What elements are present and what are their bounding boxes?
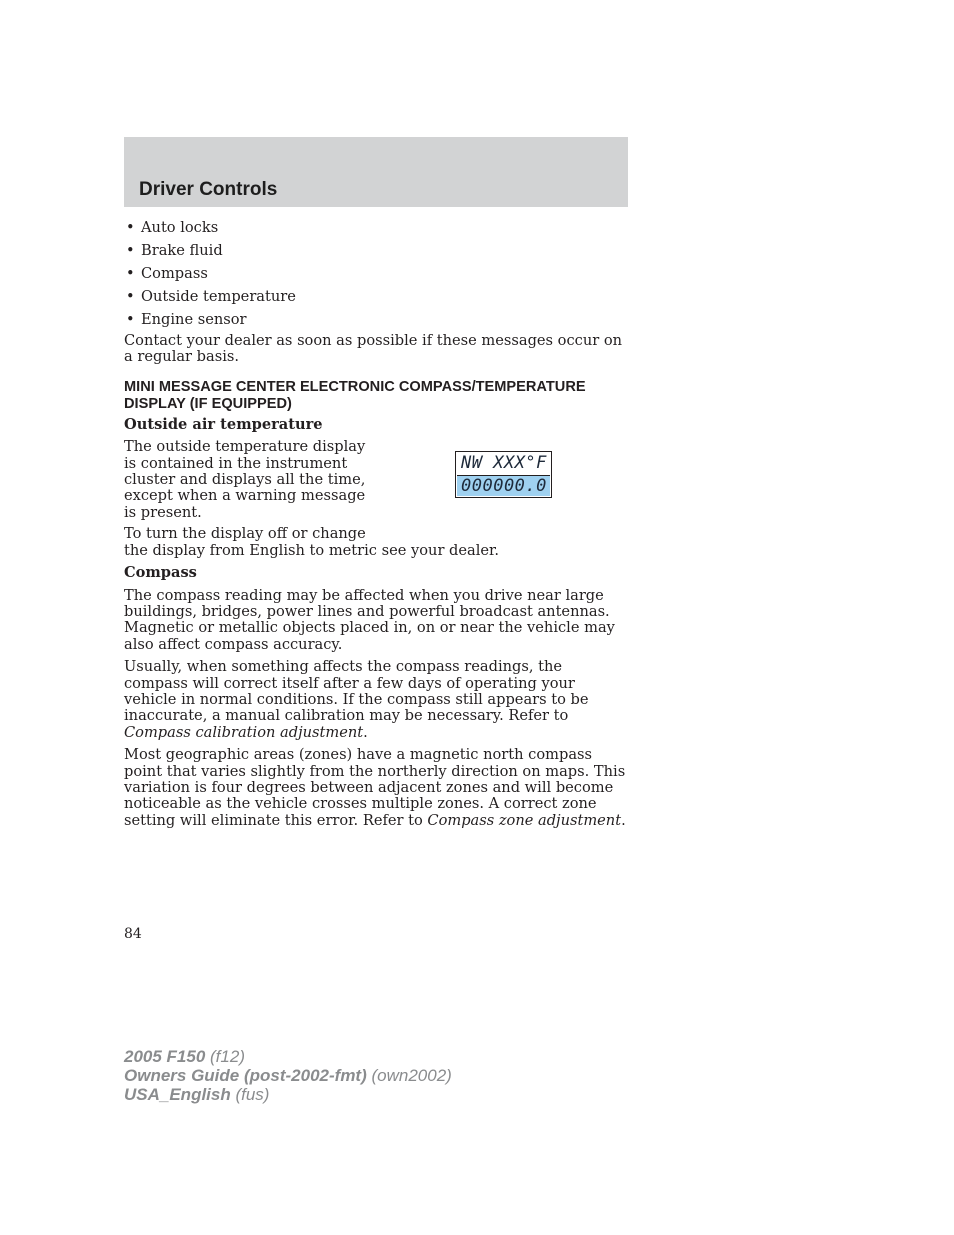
- main-content: [124, 220, 629, 835]
- footer-guide-code: (own2002): [366, 1066, 452, 1085]
- compass-paragraph-3-end: .: [621, 811, 626, 829]
- compass-paragraph-2: [124, 659, 629, 741]
- display-change-line1: To turn the display off or change: [124, 525, 366, 543]
- page-number: 84: [124, 926, 142, 942]
- bullet-icon: •: [126, 219, 135, 236]
- section-heading: MINI MESSAGE CENTER ELECTRONIC COMPASS/TEMPERATURE DISPLAY (IF EQUIPPED): [124, 378, 586, 412]
- list-item: [124, 312, 629, 328]
- page-title: Driver Controls: [139, 179, 278, 200]
- list-item-label: Compass: [141, 264, 208, 282]
- display-odometer-readout: 000000.0: [457, 475, 550, 496]
- list-item: [124, 220, 629, 236]
- compass-calibration-reference: Compass calibration adjustment: [124, 723, 364, 741]
- list-item-label: Brake fluid: [141, 241, 223, 259]
- outside-air-heading: Outside air temperature: [124, 415, 323, 433]
- contact-dealer-text: Contact your dealer as soon as possible if these messages occur on a regular basis.: [124, 332, 623, 366]
- compass-paragraph-2-text: Usually, when something affects the compass readings, the compass will correct itself after a few days of operating your vehicle in normal conditions. If the compass still appears to be inaccurate, a manual calibration may be necessary. Refer to: [124, 658, 589, 725]
- display-compass-temperature-readout: NW XXX°F: [457, 453, 550, 474]
- bullet-icon: •: [126, 241, 135, 259]
- list-item-label: Engine sensor: [141, 310, 247, 328]
- outside-air-description: The outside temperature display is contained in the instrument cluster and displays all the time, except when a warning message is present.: [124, 438, 366, 521]
- bullet-icon: •: [126, 287, 135, 305]
- compass-temperature-display-illustration: [455, 451, 552, 498]
- document-footer: [124, 1047, 452, 1104]
- display-change-text: [124, 526, 629, 559]
- bullet-icon: •: [126, 264, 135, 282]
- section-header-band: [124, 137, 628, 207]
- footer-line-2: [124, 1066, 452, 1085]
- footer-model: 2005 F150: [124, 1047, 206, 1066]
- compass-paragraph-2-end: .: [363, 723, 368, 741]
- compass-paragraph-3: [124, 747, 629, 829]
- display-change-line2: the display from English to metric see your dealer.: [124, 541, 500, 559]
- footer-line-1: [124, 1047, 452, 1066]
- footer-line-3: [124, 1085, 452, 1104]
- message-list: [124, 220, 629, 328]
- list-item-label: Auto locks: [141, 219, 219, 236]
- compass-paragraph-3-text: Most geographic areas (zones) have a magnetic north compass point that varies slightly from the northerly direction on maps. This variation is four degrees between adjacent zones and will become noticeable as the vehicle crosses multiple zones. A correct zone setting will eliminate this error. Refer to: [124, 746, 626, 829]
- footer-language-code: (fus): [230, 1085, 270, 1104]
- footer-guide: Owners Guide (post-2002-fmt): [124, 1066, 367, 1085]
- footer-language: USA_English: [124, 1085, 231, 1104]
- list-item-label: Outside temperature: [141, 287, 296, 305]
- compass-paragraph-1: The compass reading may be affected when you drive near large buildings, bridges, power lines and powerful broadcast antennas. Magnetic or metallic objects placed in, on or near the vehicle may also affect compass accuracy.: [124, 586, 615, 653]
- compass-zone-reference: Compass zone adjustment: [427, 811, 622, 829]
- list-item: [124, 243, 629, 259]
- footer-model-code: (f12): [205, 1047, 245, 1066]
- compass-heading: Compass: [124, 564, 197, 582]
- list-item: [124, 289, 629, 305]
- list-item: [124, 266, 629, 282]
- bullet-icon: •: [126, 310, 135, 328]
